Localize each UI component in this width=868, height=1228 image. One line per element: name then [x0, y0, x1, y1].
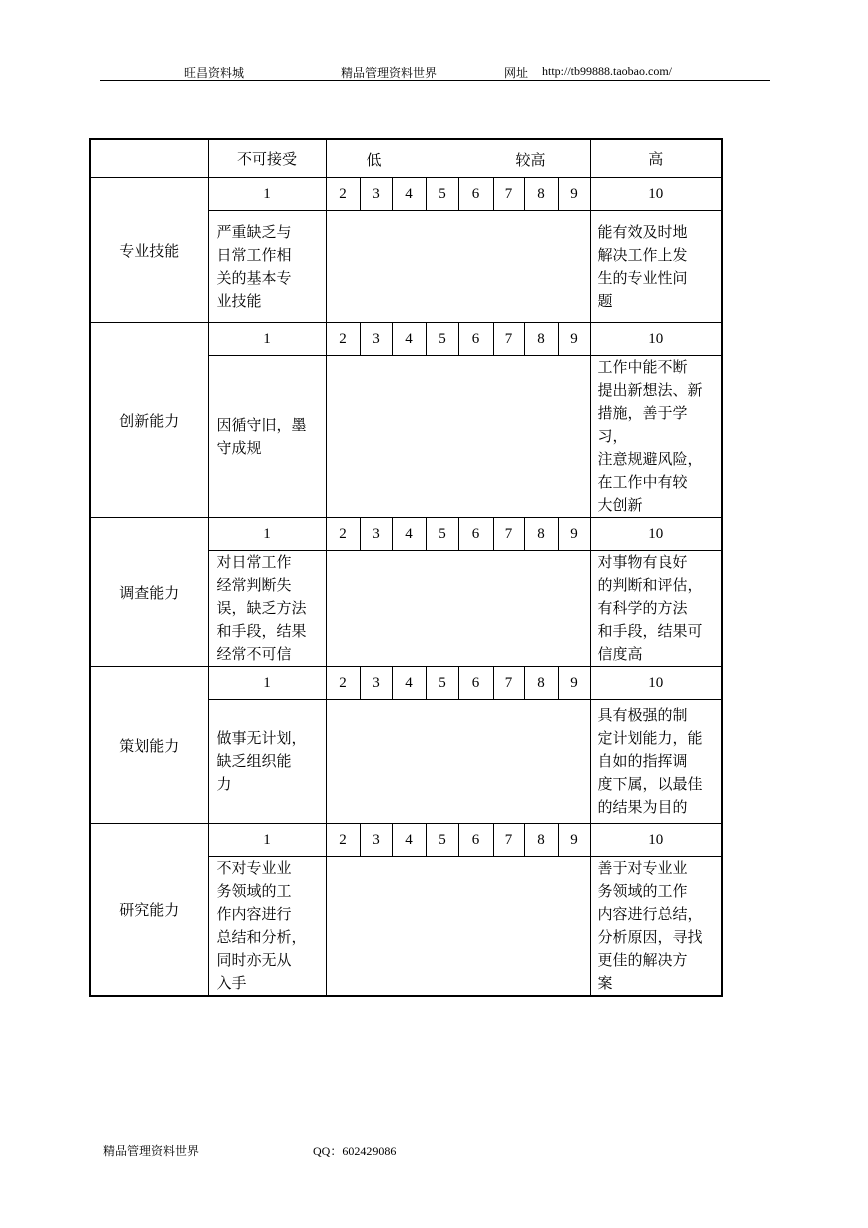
- high-description-line: 和手段，结果可: [597, 622, 703, 640]
- high-description: [590, 857, 722, 997]
- scale-value: 5: [426, 824, 458, 857]
- header-company: 旺昌资料城: [184, 66, 245, 80]
- low-description-line: 经常不可信: [216, 645, 292, 663]
- low-description-line: 对日常工作: [216, 553, 292, 571]
- rating-table: [89, 138, 723, 997]
- high-description-line: 能有效及时地: [597, 222, 688, 241]
- high-description-line: 题: [597, 291, 613, 310]
- scale-value: 8: [524, 518, 558, 551]
- scale-value: 7: [493, 824, 524, 857]
- high-description-line: 提出新想法、新: [597, 381, 703, 399]
- high-description-line: 分析原因，寻找: [597, 928, 703, 946]
- high-description-line: 内容进行总结，: [597, 905, 703, 923]
- scale-value: 7: [493, 518, 524, 551]
- low-description-line: 作内容进行: [216, 905, 292, 923]
- header-empty-cell: [90, 139, 208, 178]
- high-description-line: 注意规避风险，: [597, 450, 703, 468]
- category-label: 专业技能: [90, 178, 208, 323]
- low-description-line: 因循守旧，墨: [216, 415, 307, 434]
- scale-value: 9: [558, 323, 590, 356]
- scale-10: 10: [590, 323, 722, 356]
- header-high: 高: [590, 139, 722, 178]
- high-description-line: 措施，善于学习，: [597, 404, 688, 445]
- low-description-line: 误，缺乏方法: [216, 599, 307, 617]
- low-description: [208, 356, 326, 518]
- footer-title: 精品管理资料世界: [103, 1144, 200, 1158]
- scale-value: 6: [458, 323, 493, 356]
- high-description-line: 定计划能力，能: [597, 729, 703, 747]
- low-description-line: 不对专业业: [216, 859, 292, 877]
- low-description: [208, 700, 326, 824]
- high-description-line: 务领域的工作: [597, 882, 688, 900]
- scale-10: 10: [590, 667, 722, 700]
- scale-value: 4: [392, 667, 426, 700]
- scale-value: 9: [558, 178, 590, 211]
- scale-1: 1: [208, 824, 326, 857]
- high-description-line: 解决工作上发: [597, 245, 688, 264]
- scale-row: [90, 824, 722, 857]
- low-description-line: 总结和分析，: [216, 928, 307, 946]
- low-description-line: 入手: [216, 974, 247, 992]
- category-label: 调查能力: [90, 518, 208, 667]
- scale-value: 7: [493, 178, 524, 211]
- middle-blank: [326, 551, 590, 667]
- middle-blank: [326, 211, 590, 323]
- high-description-line: 具有极强的制: [597, 706, 688, 724]
- scale-value: 2: [326, 178, 360, 211]
- scale-row: [90, 518, 722, 551]
- low-description-line: 关的基本专: [216, 268, 292, 287]
- low-description: [208, 857, 326, 997]
- scale-row: [90, 178, 722, 211]
- low-description-line: 力: [216, 775, 232, 793]
- middle-blank: [326, 700, 590, 824]
- low-description-line: 务领域的工: [216, 882, 292, 900]
- scale-row: [90, 323, 722, 356]
- footer-qq: QQ：602429086: [313, 1144, 397, 1158]
- high-description: [590, 356, 722, 518]
- low-description: [208, 211, 326, 323]
- header-low: 低: [366, 151, 382, 169]
- scale-value: 6: [458, 178, 493, 211]
- high-description-line: 自如的指挥调: [597, 752, 688, 770]
- low-description-line: 缺乏组织能: [216, 752, 292, 770]
- header-fairly-high: 较高: [515, 151, 546, 169]
- scale-value: 3: [360, 518, 392, 551]
- scale-value: 3: [360, 323, 392, 356]
- header-url[interactable]: http://tb99888.taobao.com/: [542, 64, 672, 78]
- scale-10: 10: [590, 824, 722, 857]
- high-description: [590, 211, 722, 323]
- high-description-line: 善于对专业业: [597, 859, 688, 877]
- high-description-line: 有科学的方法: [597, 599, 688, 617]
- scale-1: 1: [208, 178, 326, 211]
- low-description-line: 同时亦无从: [216, 951, 292, 969]
- high-description-line: 的判断和评估，: [597, 576, 703, 594]
- scale-value: 9: [558, 667, 590, 700]
- low-description-line: 业技能: [216, 291, 262, 310]
- high-description-line: 生的专业性问: [597, 268, 688, 287]
- high-description-line: 案: [597, 974, 613, 992]
- header-divider: [100, 80, 770, 81]
- header-low-high: [326, 139, 590, 178]
- category-label: 研究能力: [90, 824, 208, 997]
- low-description: [208, 551, 326, 667]
- scale-row: [90, 667, 722, 700]
- scale-value: 8: [524, 323, 558, 356]
- header-site-label: 网址: [504, 66, 529, 80]
- low-description-line: 做事无计划，: [216, 729, 307, 747]
- scale-value: 3: [360, 824, 392, 857]
- high-description: [590, 551, 722, 667]
- scale-10: 10: [590, 518, 722, 551]
- scale-value: 5: [426, 323, 458, 356]
- header-title: 精品管理资料世界: [341, 66, 438, 80]
- high-description: [590, 700, 722, 824]
- scale-value: 4: [392, 518, 426, 551]
- low-description-line: 日常工作相: [216, 245, 292, 264]
- high-description-line: 度下属，以最佳: [597, 775, 703, 793]
- scale-value: 3: [360, 667, 392, 700]
- high-description-line: 的结果为目的: [597, 798, 688, 816]
- scale-value: 2: [326, 518, 360, 551]
- scale-value: 2: [326, 824, 360, 857]
- high-description-line: 工作中能不断: [597, 358, 688, 376]
- scale-value: 3: [360, 178, 392, 211]
- low-description-line: 经常判断失: [216, 576, 292, 594]
- scale-value: 6: [458, 824, 493, 857]
- table-header-row: [90, 139, 722, 178]
- scale-value: 6: [458, 667, 493, 700]
- middle-blank: [326, 356, 590, 518]
- scale-value: 7: [493, 667, 524, 700]
- scale-value: 4: [392, 824, 426, 857]
- header-unacceptable: 不可接受: [208, 139, 326, 178]
- middle-blank: [326, 857, 590, 997]
- scale-1: 1: [208, 518, 326, 551]
- category-label: 策划能力: [90, 667, 208, 824]
- high-description-line: 更佳的解决方: [597, 951, 688, 969]
- scale-value: 5: [426, 518, 458, 551]
- high-description-line: 在工作中有较: [597, 473, 688, 491]
- scale-value: 5: [426, 178, 458, 211]
- low-description-line: 守成规: [216, 438, 262, 457]
- scale-value: 6: [458, 518, 493, 551]
- scale-10: 10: [590, 178, 722, 211]
- scale-value: 4: [392, 178, 426, 211]
- scale-value: 9: [558, 518, 590, 551]
- scale-1: 1: [208, 323, 326, 356]
- low-description-line: 和手段，结果: [216, 622, 307, 640]
- scale-value: 2: [326, 667, 360, 700]
- scale-value: 4: [392, 323, 426, 356]
- scale-value: 7: [493, 323, 524, 356]
- scale-value: 9: [558, 824, 590, 857]
- scale-value: 2: [326, 323, 360, 356]
- scale-1: 1: [208, 667, 326, 700]
- high-description-line: 对事物有良好: [597, 553, 688, 571]
- scale-value: 8: [524, 667, 558, 700]
- high-description-line: 信度高: [597, 645, 643, 663]
- scale-value: 8: [524, 824, 558, 857]
- high-description-line: 大创新: [597, 496, 643, 514]
- scale-value: 5: [426, 667, 458, 700]
- category-label: 创新能力: [90, 323, 208, 518]
- scale-value: 8: [524, 178, 558, 211]
- low-description-line: 严重缺乏与: [216, 222, 292, 241]
